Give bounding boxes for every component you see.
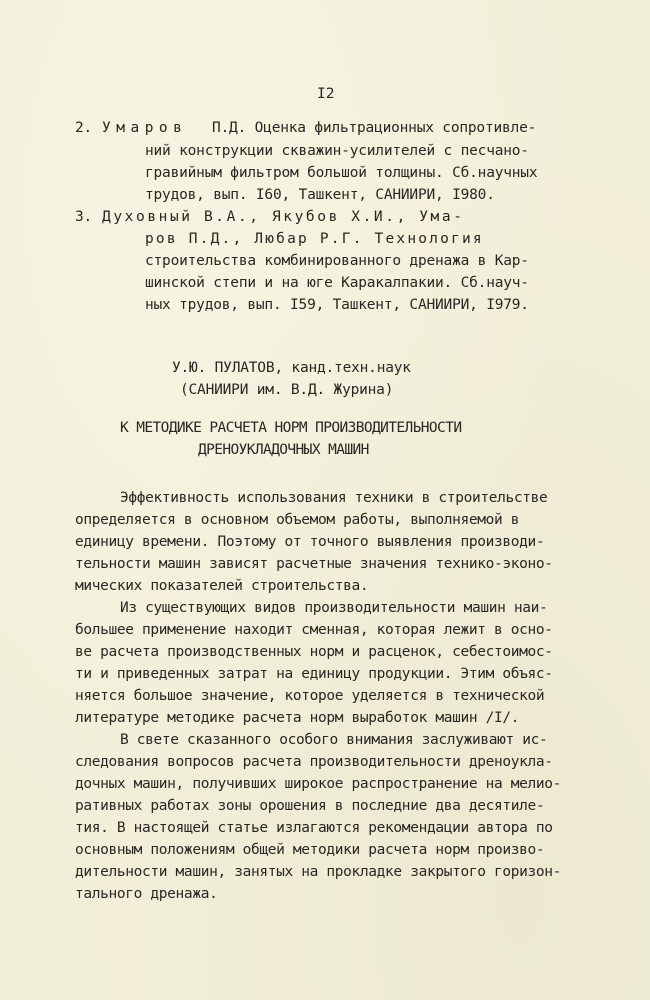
body-line: ративных работах зоны орошения в последние два десятиле- — [75, 798, 545, 814]
author-name: У.Ю. ПУЛАТОВ, канд.техн.наук — [172, 360, 411, 376]
body-line: основным положениям общей методики расчета норм произво- — [75, 842, 545, 858]
reference-2-number: 2. — [75, 120, 93, 136]
body-line: В свете сказанного особого внимания заслуживают ис- — [120, 732, 548, 748]
body-line: Из существующих видов производительности машин наи- — [120, 600, 548, 616]
reference-2-line-2: ний конструкции скважин-усилителей с песчано- — [145, 143, 529, 159]
body-line: литературе методике расчета норм выработок машин /I/. — [75, 710, 520, 726]
reference-2-author: Умаров — [102, 120, 188, 136]
page-number: I2 — [317, 86, 335, 102]
body-line: определяется в основном объемом работы, выполняемой в — [75, 512, 520, 528]
reference-2-line-3: гравийным фильтром большой толщины. Сб.научных — [145, 165, 538, 181]
author-affiliation: (САНИИРИ им. В.Д. Журина) — [180, 382, 394, 398]
reference-2-line-1: П.Д. Оценка фильтрационных сопротивле- — [212, 120, 537, 136]
body-line: няется большое значение, которое уделяется в технической — [75, 688, 545, 704]
reference-3-number: 3. — [75, 209, 93, 225]
body-line: дочных машин, получивших широкое распространение на мелио- — [75, 776, 562, 792]
body-line: большее применение находит сменная, которая лежит в осно- — [75, 622, 553, 638]
reference-3-line-4: шинской степи и на юге Каракалпакии. Сб.науч- — [145, 275, 529, 291]
reference-3-line-5: ных трудов, вып. I59, Ташкент, САНИИРИ, I979. — [145, 297, 529, 313]
article-title-line-1: К МЕТОДИКЕ РАСЧЕТА НОРМ ПРОИЗВОДИТЕЛЬНОСТИ — [120, 420, 462, 436]
reference-2-line-4: трудов, вып. I60, Ташкент, САНИИРИ, I980. — [145, 187, 495, 203]
article-title-line-2: ДРЕНОУКЛАДОЧНЫХ МАШИН — [198, 442, 369, 458]
body-line: ве расчета производственных норм и расценок, себестоимос- — [75, 644, 553, 660]
body-line: Эффективность использования техники в строительстве — [120, 490, 548, 506]
body-line: тия. В настоящей статье излагаются рекомендации автора по — [75, 820, 553, 836]
body-line: дительности машин, занятых на прокладке закрытого горизон- — [75, 864, 562, 880]
body-line: ти и приведенных затрат на единицу продукции. Этим объяс- — [75, 666, 553, 682]
body-line: мических показателей строительства. — [75, 578, 369, 594]
reference-3-line-2: ров П.Д., Любар Р.Г. Технология — [145, 231, 484, 247]
body-line: единицу времени. Поэтому от точного выявления производи- — [75, 534, 545, 550]
body-line: тального дренажа. — [75, 886, 218, 902]
body-line: тельности машин зависят расчетные значения технико-эконо- — [75, 556, 553, 572]
body-line: следования вопросов расчета производительности дреноукла- — [75, 754, 553, 770]
reference-3-line-1: Духовный В.А., Якубов Х.И., Ума- — [102, 209, 465, 225]
reference-3-line-3: строительства комбинированного дренажа в Кар- — [145, 253, 529, 269]
